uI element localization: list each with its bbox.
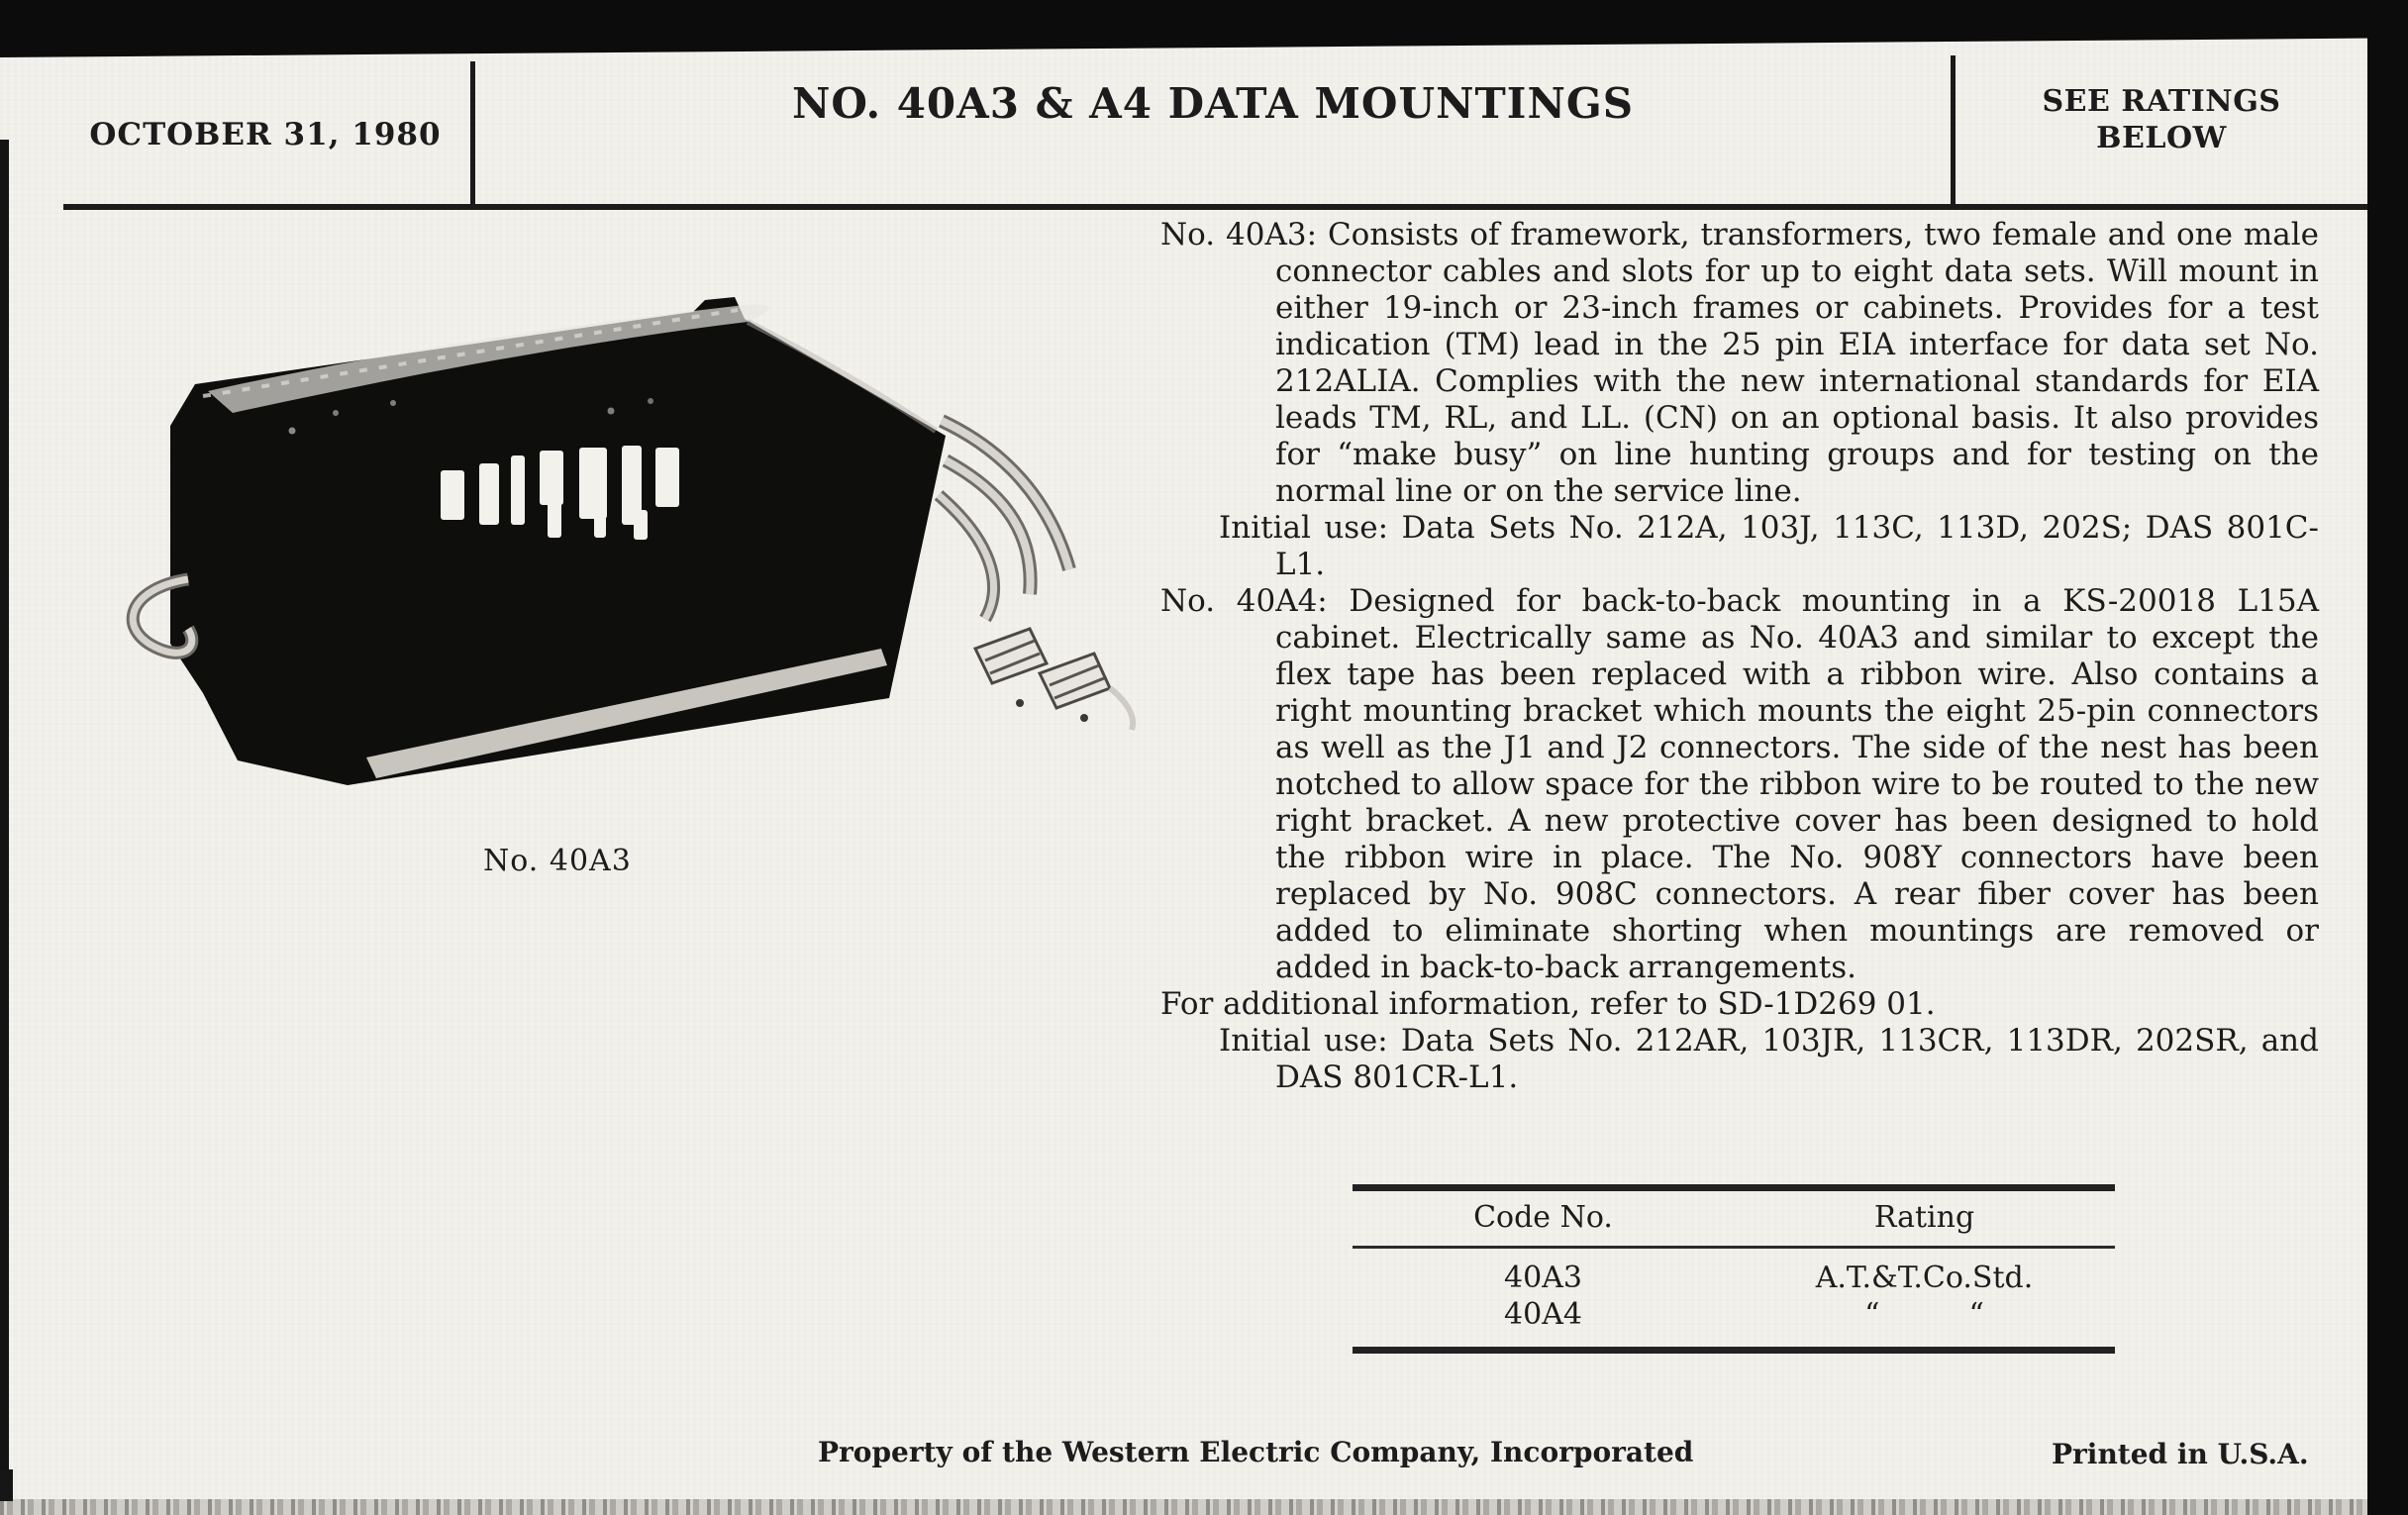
- footer-property-note: Property of the Western Electric Company, Incorporated: [818, 1436, 1694, 1468]
- paragraph-text: Consists of framework, transformers, two female and one male connector cables and slots for up to eight data sets. Will mount in either 19-inch or 23-inch frames or cabinets. Provides for a test indication (TM) lead in the 25 pin EIA interface for data set No. 212ALIA. Complies with the new international standards for EIA leads TM, RL, and LL. (CN) on an optional basis. It also provides for “make busy” on line hunting groups and for testing on the normal line or on the service line.: [1275, 217, 2320, 509]
- table-row-40a3: [1353, 1248, 2115, 1297]
- paragraph-text: For additional information, refer to SD-1D269 01.: [1160, 986, 1936, 1022]
- paragraph-label: No. 40A3:: [1160, 217, 1318, 252]
- table-row-40a4: [1353, 1296, 2115, 1351]
- paragraph-initial-use-40a4: [1160, 1023, 2319, 1096]
- table-header-code: Code No.: [1353, 1188, 1734, 1248]
- product-photo-40a3: [94, 292, 1173, 787]
- ratings-note: [1956, 83, 2367, 156]
- photo-caption: No. 40A3: [483, 844, 632, 878]
- table-header-rating: Rating: [1734, 1188, 2115, 1248]
- scan-edge-left: [0, 140, 9, 1478]
- paragraph-label: Initial use:: [1219, 510, 1389, 546]
- paragraph-40a3: [1160, 217, 2319, 510]
- paragraph-additional-info: [1160, 986, 2319, 1023]
- document-date: OCTOBER 31, 1980: [89, 117, 442, 152]
- paragraph-text: Data Sets No. 212A, 103J, 113C, 113D, 202S; DAS 801C-L1.: [1275, 510, 2319, 582]
- paragraph-label: No. 40A4:: [1160, 583, 1328, 619]
- table-cell-rating: A.T.&T.Co.Std.: [1815, 1261, 2034, 1295]
- ratings-note-line2: BELOW: [2096, 121, 2227, 155]
- scan-edge-right: [2367, 0, 2408, 1515]
- paragraph-40a4: [1160, 583, 2319, 986]
- body-column: [1160, 217, 2319, 1096]
- table-cell-code: 40A3: [1504, 1261, 1582, 1295]
- ratings-note-line1: SEE RATINGS: [2042, 84, 2281, 119]
- chassis-silhouette: [170, 297, 946, 785]
- paragraph-initial-use-40a3: [1160, 510, 2319, 583]
- paragraph-text: Designed for back-to-back mounting in a KS-20018 L15A cabinet. Electrically same as No. 40A3 and similar to except the flex tape has been replaced with a ribbon wire. Also contains a right mounting bracket which mounts the eight 25-pin connectors as well as the J1 and J2 connectors. The side of the nest has been notched to allow space for the ribbon wire to be routed to the new right bracket. A new protective cover has been designed to hold the ribbon wire in place. The No. 908Y connectors have been replaced by No. 908C connectors. A rear fiber cover has been added to eliminate shorting when mountings are removed or added in back-to-back arrangements.: [1275, 583, 2319, 985]
- paragraph-label: Initial use:: [1219, 1023, 1388, 1059]
- connector-cables: [939, 421, 1069, 619]
- table-cell-rating: “ “: [1864, 1297, 1984, 1332]
- scan-edge-bottom: [0, 1499, 2367, 1515]
- table-cell-code: 40A4: [1504, 1297, 1582, 1332]
- scan-mark: [0, 1469, 13, 1501]
- scan-edge-top: [0, 0, 2408, 57]
- page-title: NO. 40A3 & A4 DATA MOUNTINGS: [791, 79, 1635, 128]
- cable-connectors: [975, 629, 1133, 730]
- header-rule: [63, 204, 2367, 210]
- ratings-table: [1353, 1184, 2115, 1354]
- footer-printed-note: Printed in U.S.A.: [2052, 1438, 2309, 1470]
- paragraph-text: Data Sets No. 212AR, 103JR, 113CR, 113DR, 202SR, and DAS 801CR-L1.: [1275, 1023, 2319, 1095]
